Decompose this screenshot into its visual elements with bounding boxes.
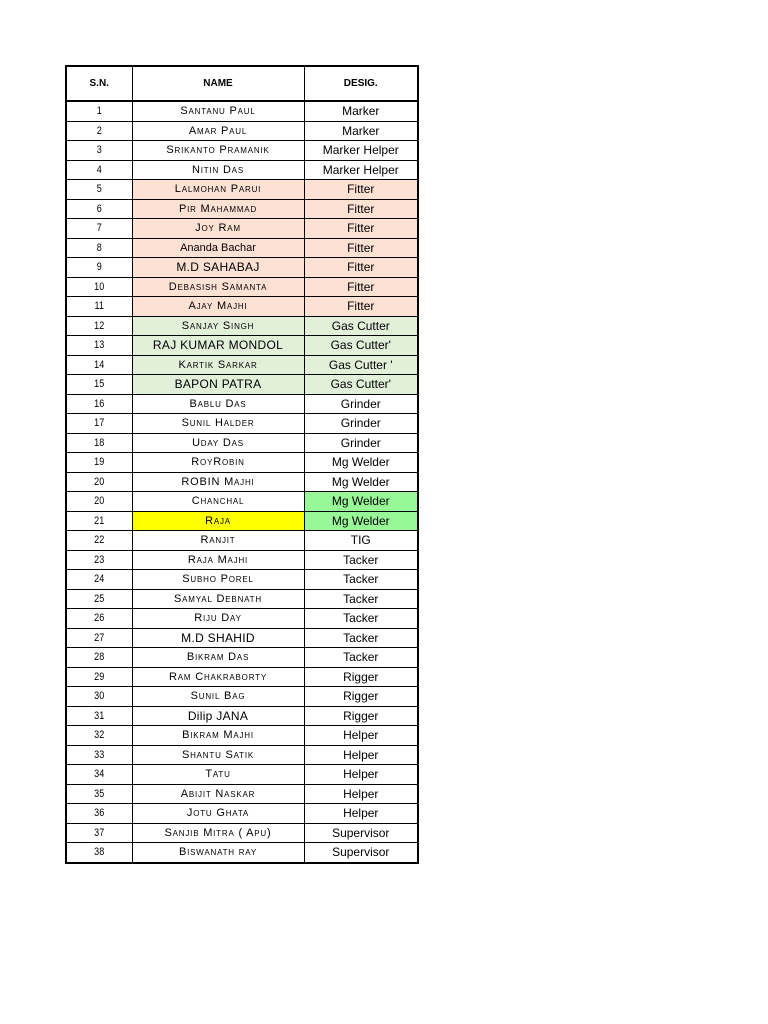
- table-row: [66, 609, 418, 629]
- designation-cell: TIG: [304, 531, 418, 551]
- name-cell: Ram Chakraborty: [132, 667, 304, 687]
- name-cell: M.D SAHABAJ: [132, 258, 304, 278]
- name-cell: Sunil Bag: [132, 687, 304, 707]
- serial-number-cell: 18: [72, 433, 126, 453]
- serial-number-cell: 36: [72, 804, 126, 824]
- name-cell: RAJ KUMAR MONDOL: [132, 336, 304, 356]
- designation-cell: Supervisor: [304, 843, 418, 863]
- designation-cell: Tacker: [304, 609, 418, 629]
- table-row: [66, 375, 418, 395]
- name-cell: Bikram Das: [132, 648, 304, 668]
- designation-cell: Fitter: [304, 219, 418, 239]
- table-row: [66, 511, 418, 531]
- serial-number-cell: 31: [72, 706, 126, 726]
- name-cell: Srikanto Pramanik: [132, 141, 304, 161]
- designation-cell: Marker Helper: [304, 160, 418, 180]
- designation-cell: Helper: [304, 804, 418, 824]
- table-row: [66, 804, 418, 824]
- name-cell: Riju Day: [132, 609, 304, 629]
- serial-number-cell: 25: [72, 589, 126, 609]
- serial-number-cell: 8: [72, 238, 126, 258]
- table-row: [66, 258, 418, 278]
- name-cell: ROBIN Majhi: [132, 472, 304, 492]
- name-cell: Ajay Majhi: [132, 297, 304, 317]
- table-row: [66, 101, 418, 121]
- serial-number-cell: 3: [72, 141, 126, 161]
- name-cell: Pir Mahammad: [132, 199, 304, 219]
- name-cell: Ananda Bachar: [132, 238, 304, 258]
- column-header-name: NAME: [132, 66, 304, 101]
- name-cell: M.D SHAHID: [132, 628, 304, 648]
- designation-cell: Tacker: [304, 589, 418, 609]
- designation-cell: Gas Cutter': [304, 336, 418, 356]
- name-cell: Amar Paul: [132, 121, 304, 141]
- name-cell: Shantu Satik: [132, 745, 304, 765]
- designation-cell: Supervisor: [304, 823, 418, 843]
- designation-cell: Gas Cutter': [304, 375, 418, 395]
- table-row: [66, 297, 418, 317]
- designation-cell: Mg Welder: [304, 511, 418, 531]
- table-row: [66, 336, 418, 356]
- name-cell: Bikram Majhi: [132, 726, 304, 746]
- name-cell: Raja Majhi: [132, 550, 304, 570]
- serial-number-cell: 11: [72, 297, 126, 317]
- table-row: [66, 141, 418, 161]
- table-row: [66, 550, 418, 570]
- table-row: [66, 394, 418, 414]
- serial-number-cell: 2: [72, 121, 126, 141]
- serial-number-cell: 17: [72, 414, 126, 434]
- name-cell: Samyal Debnath: [132, 589, 304, 609]
- name-cell: Ranjit: [132, 531, 304, 551]
- name-cell: Sanjib Mitra ( Apu): [132, 823, 304, 843]
- designation-cell: Rigger: [304, 667, 418, 687]
- designation-cell: Rigger: [304, 706, 418, 726]
- designation-cell: Mg Welder: [304, 492, 418, 512]
- serial-number-cell: 28: [72, 648, 126, 668]
- serial-number-cell: 22: [72, 531, 126, 551]
- serial-number-cell: 24: [72, 570, 126, 590]
- name-cell: Subho Porel: [132, 570, 304, 590]
- table-row: [66, 472, 418, 492]
- column-header-desig: DESIG.: [304, 66, 418, 101]
- serial-number-cell: 32: [72, 726, 126, 746]
- designation-cell: Mg Welder: [304, 453, 418, 473]
- designation-cell: Helper: [304, 726, 418, 746]
- table-row: [66, 219, 418, 239]
- designation-cell: Helper: [304, 765, 418, 785]
- serial-number-cell: 37: [72, 823, 126, 843]
- designation-cell: Tacker: [304, 648, 418, 668]
- table-row: [66, 316, 418, 336]
- name-cell: Uday Das: [132, 433, 304, 453]
- designation-cell: Fitter: [304, 277, 418, 297]
- table-row: [66, 160, 418, 180]
- designation-cell: Grinder: [304, 394, 418, 414]
- table-row: [66, 823, 418, 843]
- name-cell: BAPON PATRA: [132, 375, 304, 395]
- serial-number-cell: 21: [72, 511, 126, 531]
- name-cell: Bablu Das: [132, 394, 304, 414]
- serial-number-cell: 30: [72, 687, 126, 707]
- serial-number-cell: 33: [72, 745, 126, 765]
- serial-number-cell: 6: [72, 199, 126, 219]
- designation-cell: Helper: [304, 784, 418, 804]
- table-row: [66, 433, 418, 453]
- serial-number-cell: 35: [72, 784, 126, 804]
- name-cell: Dilip JANA: [132, 706, 304, 726]
- table-row: [66, 687, 418, 707]
- table-row: [66, 492, 418, 512]
- name-cell: Sanjay Singh: [132, 316, 304, 336]
- designation-cell: Fitter: [304, 297, 418, 317]
- serial-number-cell: 19: [72, 453, 126, 473]
- table-row: [66, 726, 418, 746]
- designation-cell: Gas Cutter: [304, 316, 418, 336]
- serial-number-cell: 38: [72, 843, 126, 863]
- designation-cell: Rigger: [304, 687, 418, 707]
- table-row: [66, 199, 418, 219]
- serial-number-cell: 15: [72, 375, 126, 395]
- serial-number-cell: 27: [72, 628, 126, 648]
- serial-number-cell: 12: [72, 316, 126, 336]
- table-row: [66, 765, 418, 785]
- serial-number-cell: 10: [72, 277, 126, 297]
- designation-cell: Fitter: [304, 258, 418, 278]
- designation-cell: Marker: [304, 101, 418, 121]
- name-cell: Nitin Das: [132, 160, 304, 180]
- name-cell: Joy Ram: [132, 219, 304, 239]
- name-cell: Abijit Naskar: [132, 784, 304, 804]
- name-cell: Debasish Samanta: [132, 277, 304, 297]
- serial-number-cell: 13: [72, 336, 126, 356]
- table-row: [66, 121, 418, 141]
- name-cell: Kartik Sarkar: [132, 355, 304, 375]
- table-row: [66, 843, 418, 863]
- designation-cell: Grinder: [304, 433, 418, 453]
- name-cell: Sunil Halder: [132, 414, 304, 434]
- serial-number-cell: 20: [72, 492, 126, 512]
- serial-number-cell: 1: [72, 101, 126, 121]
- table-row: [66, 648, 418, 668]
- table-row: [66, 355, 418, 375]
- serial-number-cell: 34: [72, 765, 126, 785]
- table-row: [66, 570, 418, 590]
- table-row: [66, 531, 418, 551]
- serial-number-cell: 7: [72, 219, 126, 239]
- name-cell: Tatu: [132, 765, 304, 785]
- staff-designation-table: [65, 65, 419, 864]
- serial-number-cell: 5: [72, 180, 126, 200]
- designation-cell: Grinder: [304, 414, 418, 434]
- designation-cell: Tacker: [304, 570, 418, 590]
- designation-cell: Fitter: [304, 180, 418, 200]
- table-row: [66, 277, 418, 297]
- name-cell: Lalmohan Parui: [132, 180, 304, 200]
- name-cell: Jotu Ghata: [132, 804, 304, 824]
- designation-cell: Fitter: [304, 199, 418, 219]
- serial-number-cell: 20: [72, 472, 126, 492]
- name-cell: Chanchal: [132, 492, 304, 512]
- column-header-sn: S.N.: [66, 66, 132, 101]
- header-row: [66, 66, 418, 101]
- name-cell: RoyRobin: [132, 453, 304, 473]
- designation-cell: Tacker: [304, 628, 418, 648]
- name-cell: Santanu Paul: [132, 101, 304, 121]
- name-cell: Raja: [132, 511, 304, 531]
- designation-cell: Mg Welder: [304, 472, 418, 492]
- name-cell: Biswanath ray: [132, 843, 304, 863]
- serial-number-cell: 26: [72, 609, 126, 629]
- serial-number-cell: 4: [72, 160, 126, 180]
- serial-number-cell: 14: [72, 355, 126, 375]
- designation-cell: Helper: [304, 745, 418, 765]
- table-row: [66, 180, 418, 200]
- designation-cell: Fitter: [304, 238, 418, 258]
- designation-cell: Gas Cutter ': [304, 355, 418, 375]
- table-row: [66, 453, 418, 473]
- table-row: [66, 414, 418, 434]
- table-row: [66, 628, 418, 648]
- serial-number-cell: 23: [72, 550, 126, 570]
- serial-number-cell: 9: [72, 258, 126, 278]
- table-row: [66, 667, 418, 687]
- table-row: [66, 745, 418, 765]
- table-row: [66, 784, 418, 804]
- designation-cell: Marker: [304, 121, 418, 141]
- designation-cell: Tacker: [304, 550, 418, 570]
- designation-cell: Marker Helper: [304, 141, 418, 161]
- serial-number-cell: 16: [72, 394, 126, 414]
- table-row: [66, 706, 418, 726]
- table-row: [66, 589, 418, 609]
- table-row: [66, 238, 418, 258]
- serial-number-cell: 29: [72, 667, 126, 687]
